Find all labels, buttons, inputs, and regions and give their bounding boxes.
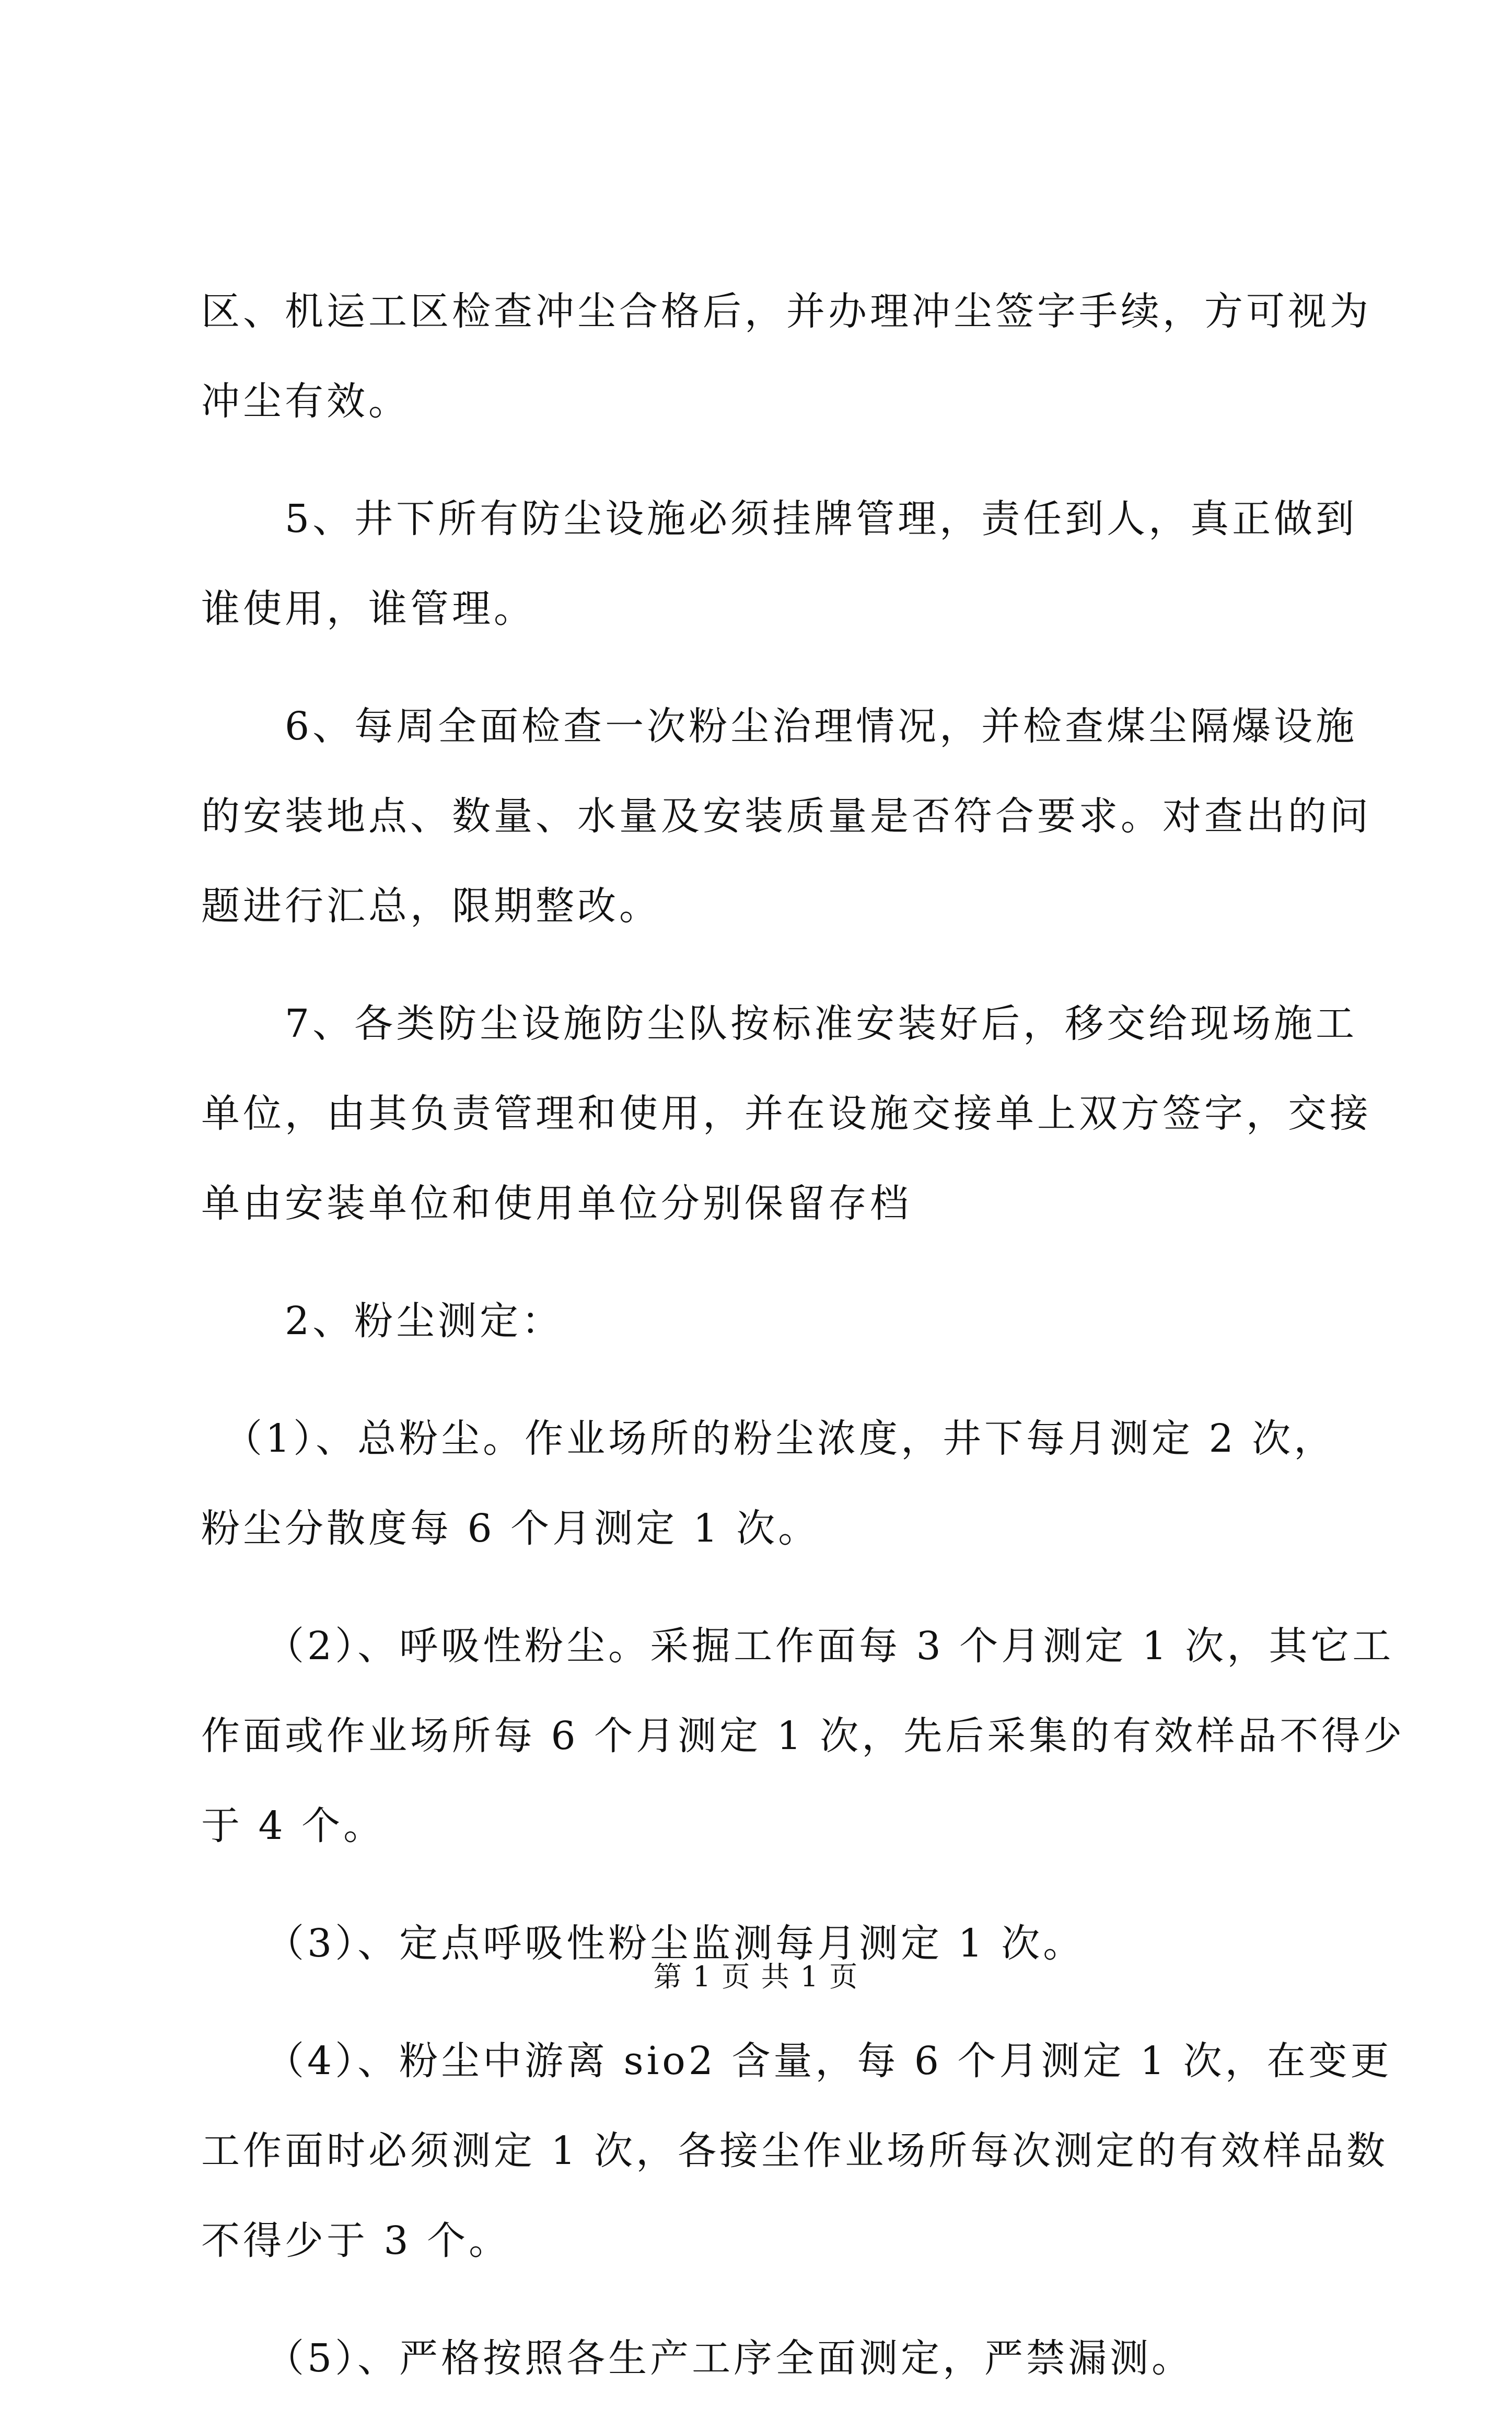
section-heading-dust-measurement — [201, 1276, 1332, 1366]
paragraph-line: （2）、呼吸性粉尘。采掘工作面每 3 个月测定 1 次，其它工 — [201, 1624, 1394, 1669]
paragraph-line: 作面或作业场所每 6 个月测定 1 次，先后采集的有效样品不得少 — [201, 1714, 1405, 1758]
paragraph-item-5 — [201, 2313, 1332, 2403]
paragraph-line: 题进行汇总，限期整改。 — [201, 884, 661, 929]
paragraph-line: 单由安装单位和使用单位分别保留存档 — [201, 1181, 912, 1226]
paragraph-line: 冲尘有效。 — [201, 379, 410, 424]
paragraph-line: 5、井下所有防尘设施必须挂牌管理，责任到人，真正做到 — [201, 496, 1358, 541]
paragraph-line: （5）、严格按照各生产工序全面测定，严禁漏测。 — [201, 2336, 1194, 2381]
paragraph-line: 不得少于 3 个。 — [201, 2218, 511, 2263]
paragraph-line: 于 4 个。 — [201, 1803, 386, 1848]
paragraph-line: 2、粉尘测定： — [201, 1299, 564, 1344]
paragraph-line: 粉尘分散度每 6 个月测定 1 次。 — [201, 1506, 820, 1551]
paragraph-line: 6、每周全面检查一次粉尘治理情况，并检查煤尘隔爆设施 — [201, 704, 1358, 749]
paragraph-line: （4）、粉尘中游离 sio2 含量，每 6 个月测定 1 次，在变更 — [201, 2039, 1392, 2083]
page-footer — [0, 1959, 1512, 1995]
paragraph-2 — [201, 474, 1358, 654]
paragraph-item-2 — [201, 1601, 1405, 1871]
paragraph-line: 谁使用，谁管理。 — [201, 586, 536, 631]
paragraph-3 — [201, 681, 1371, 951]
paragraph-item-1 — [201, 1394, 1336, 1573]
paragraph-line: 工作面时必须测定 1 次，各接尘作业场所每次测定的有效样品数 — [201, 2128, 1389, 2173]
paragraph-line: （1）、总粉尘。作业场所的粉尘浓度，井下每月测定 2 次， — [201, 1416, 1336, 1461]
paragraph-line: （3）、定点呼吸性粉尘监测每月测定 1 次。 — [201, 1921, 1085, 1966]
paragraph-line: 7、各类防尘设施防尘队按标准安装好后，移交给现场施工 — [201, 1001, 1358, 1046]
paragraph-1 — [201, 267, 1371, 446]
document-body — [201, 267, 1405, 2431]
paragraph-line: 的安装地点、数量、水量及安装质量是否符合要求。对查出的问 — [201, 794, 1371, 839]
paragraph-line: 区、机运工区检查冲尘合格后，并办理冲尘签字手续，方可视为 — [201, 289, 1371, 334]
paragraph-line: 单位，由其负责管理和使用，并在设施交接单上双方签字，交接 — [201, 1091, 1371, 1136]
paragraph-4 — [201, 979, 1371, 1248]
page-number-label: 第 1 页 共 1 页 — [653, 1960, 859, 1993]
paragraph-item-4 — [201, 2016, 1392, 2286]
